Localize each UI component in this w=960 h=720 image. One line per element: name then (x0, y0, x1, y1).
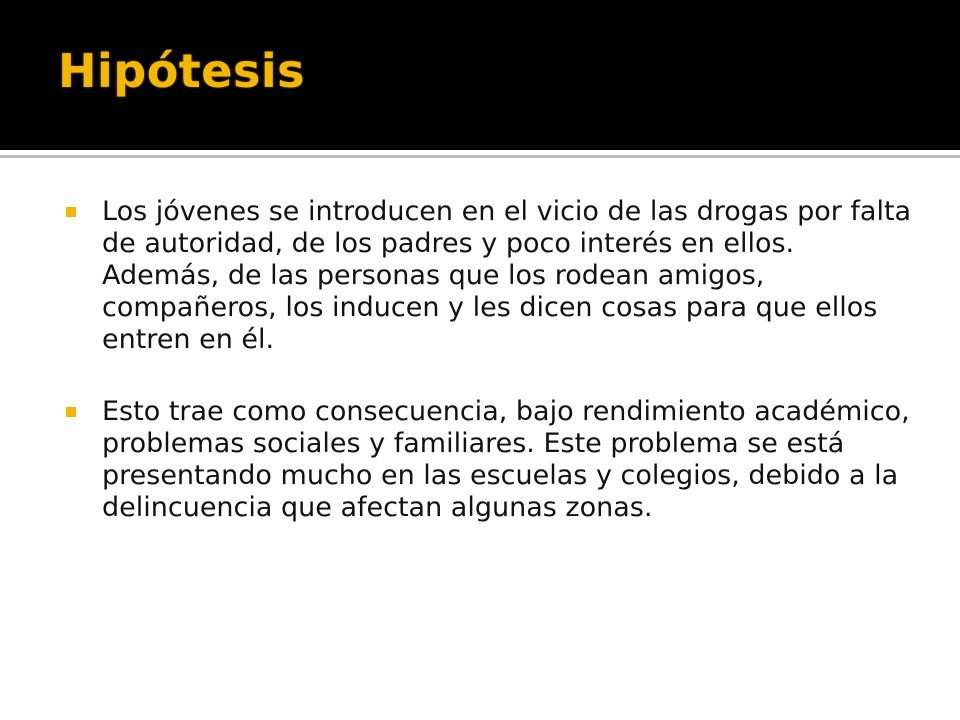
bullet-item (66, 196, 916, 356)
square-bullet-icon (66, 207, 76, 217)
slide-title: Hipótesis (58, 44, 306, 98)
title-bar (0, 0, 960, 150)
bullet-list (66, 196, 916, 524)
bullet-item (66, 396, 916, 524)
square-bullet-icon (66, 407, 76, 417)
bullet-text: Los jóvenes se introducen en el vicio de las drogas por falta de autoridad, de los padres y poco interés en ellos. Además, de las personas que los rodean amigos, compañeros, los inducen y les dicen cosas para que ellos entren en él. (102, 196, 912, 355)
bullet-text: Esto trae como consecuencia, bajo rendimiento académico, problemas sociales y familiares. Este problema se está presentando mucho en las escuelas y colegios, debido a la delincuencia que afectan algunas zonas. (102, 396, 910, 523)
slide-content (0, 158, 960, 720)
